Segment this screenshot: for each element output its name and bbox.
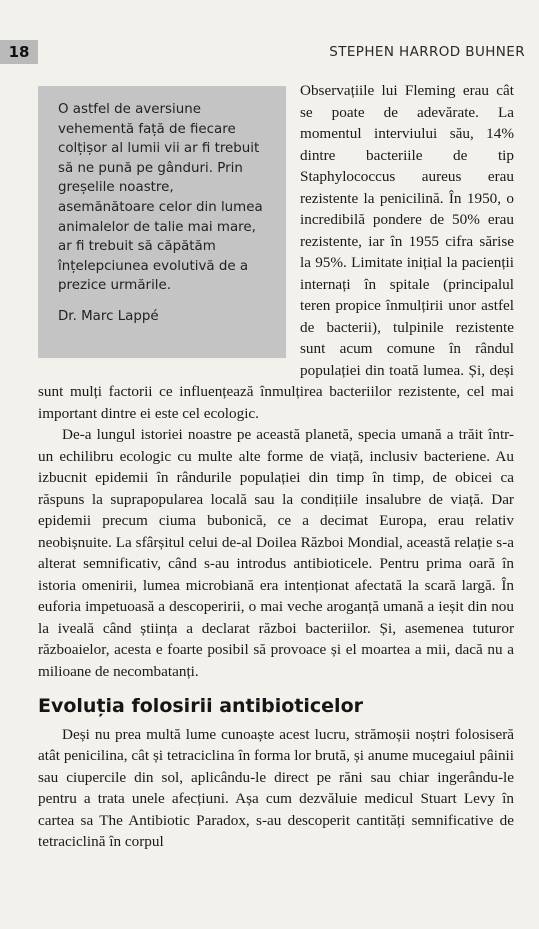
quote-text: O astfel de aversiune vehementă față de fiecare colțișor al lumii vii ar fi trebuit să ne pună pe gânduri. Prin greșelile noastre, asemănătoare celor din lumea animalelor de talie mai mare, ar fi trebuit să căpătăm înțelepciunea evolutivă de a prezice urmările. <box>58 102 263 294</box>
sidebar-quote-box <box>38 86 286 358</box>
section-heading: Evoluția folosirii antibioticelor <box>38 695 363 717</box>
page-number: 18 <box>0 40 38 64</box>
running-head: STEPHEN HARROD BUHNER <box>329 44 525 60</box>
body-paragraph-1: Observațiile lui Fleming erau cât se poate de adevărate. La momentul interviului său, 14% dintre bacteriile de tip Staphylococcus aureus erau rezistente la penicilină. În 1950, o incredibilă pondere de 50% erau rezistente, iar în 1955 cifra sărise la 95%. Limitate inițial la pacienții internați în spitale (principalul teren propice înmulțirii unor astfel de bacterii), tulpinile rezistente sunt acum comune în rândul populației din toată lumea. Și, deși sunt mulți factorii ce influențează înmulțirea bacteriilor rezistente, cel mai important dintre ei este cel ecologic. <box>38 82 514 422</box>
quote-author: Dr. Marc Lappé <box>58 308 159 324</box>
body-paragraph-3: Deși nu prea multă lume cunoaște acest lucru, strămoșii noștri folosiseră atât penicilina, cât și tetraciclina în forma lor brută, și anume mucegaiul pâinii sau ciupercile din sol, aplicându-le direct pe răni sau chiar ingerându-le pentru a trata unele afecțiuni. Așa cum dezvăluie medicul Stuart Levy în cartea sa The Antibiotic Paradox, s-au descoperit cantități semnificative de tetraciclină în corpul <box>38 725 514 850</box>
body-paragraph-2: De-a lungul istoriei noastre pe această planetă, specia umană a trăit într-un echilibru ecologic cu multe alte forme de viață, inclusiv bacteriene. Au izbucnit epidemii în rândurile populației din timp în timp, de obicei ca răspuns la suprapopularea locală sau la condițiile insalubre de viață. Dar epidemii precum ciuma bubonică, ce a decimat Europa, erau relativ neobișnuite. La sfârșitul celui de-al Doilea Război Mondial, această relație s-a alterat semnificativ, când s-au introdus antibioticele. Pentru prima oară în istoria omenirii, lumea microbiană era intenționat afectată la scară largă. În euforia impetuoasă a descoperirii, o mai veche aroganță umană a ieșit din nou la iveală când știința a declarat război bacteriilor. Și, asemenea tuturor războaielor, acesta e foarte posibil să provoace și el moartea a mii, dacă nu a milioane de necombatanți. <box>38 426 514 680</box>
